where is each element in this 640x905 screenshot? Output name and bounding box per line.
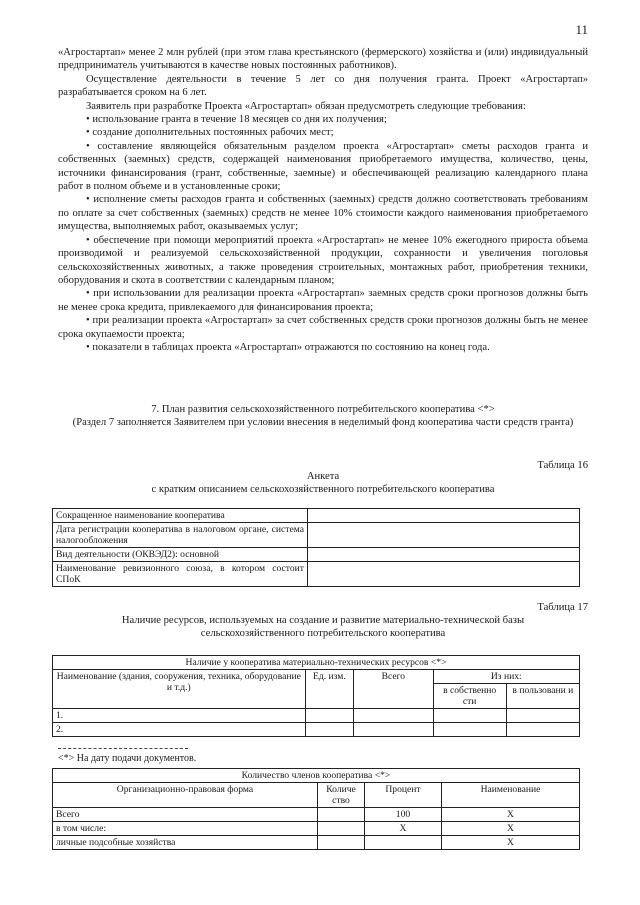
col-header-form: Организационно-правовая форма [53, 783, 318, 808]
col-header-total: Всего [354, 670, 433, 709]
table-cell: Дата регистрации кооператива в налоговом органе, система налогообложения [53, 523, 308, 548]
table17-title-line2: сельскохозяйственного потребительского кооператива [200, 628, 446, 640]
section-title: 7. План развития сельскохозяйственного потребительского кооператива <*> [151, 404, 495, 415]
table-cell [354, 709, 433, 723]
table-cell: Наименование ревизионного союза, в котором состоит СПоК [53, 562, 308, 587]
table-cell: Всего [53, 808, 318, 822]
bullet-item: • при использовании для реализации проекта «Агростартап» заемных средств сроки прогнозов должны быть не менее срока кредита, привлекаемого для финансирования проекта; [58, 287, 588, 314]
col-header-use: в пользовани и [506, 684, 579, 709]
bullet-item: • использование гранта в течение 18 месяцев со дня их получения; [58, 113, 588, 126]
table-cell [506, 723, 579, 737]
table-row [53, 523, 580, 548]
table-cell [308, 523, 580, 548]
table-row [53, 670, 580, 684]
col-header-count: Количе ство [318, 783, 365, 808]
table17-label: Таблица 17 [537, 602, 588, 613]
table-row [53, 509, 580, 523]
table-cell [318, 822, 365, 836]
bullet-item: • обеспечение при помощи мероприятий проекта «Агростартап» не менее 10% ежегодного прироста объема производимой и реализуемой сельскохозяйственной продукции, сохранности и увеличения поголовья сельскохозяйственных животных, а также проведения строительных, монтажных работ, приобретения техники, оборудования и скота в соответствии с календарным планом; [58, 234, 588, 288]
table-row [53, 783, 580, 808]
col-header-name: Наименование [442, 783, 580, 808]
table-row [53, 562, 580, 587]
members-table [52, 768, 580, 850]
table-row [53, 548, 580, 562]
table-cell [308, 509, 580, 523]
col-header-of-them: Из них: [433, 670, 579, 684]
paragraph: Заявитель при разработке Проекта «Агростартап» обязан предусмотреть следующие требования: [86, 100, 526, 112]
table17-caption [58, 614, 588, 641]
bullet-item: • исполнение сметы расходов гранта и собственных (заемных) средств должно соответствовать требованиям по оплате за счет собственных (заемных) средств не менее 10% стоимости каждого наименования приобретаемого имущества, выполняемых работ, оказываемых услуг; [58, 193, 588, 233]
resources-table [52, 655, 580, 737]
footnote: <*> На дату подачи документов. [58, 753, 197, 764]
table-cell [305, 723, 353, 737]
table16-title: Анкета [306, 471, 340, 482]
table-row [53, 836, 580, 850]
table-cell: Сокращенное наименование кооператива [53, 509, 308, 523]
table-cell: личные подсобные хозяйства [53, 836, 318, 850]
bullet-item: • создание дополнительных постоянных рабочих мест; [58, 126, 588, 139]
table17-title-line1: Наличие ресурсов, используемых на создание и развитие материально-технической базы [121, 615, 525, 626]
table-cell [308, 562, 580, 587]
table-row [53, 808, 580, 822]
table-cell [305, 709, 353, 723]
page-number: 11 [575, 22, 588, 37]
table-cell: X [442, 836, 580, 850]
table-cell: 2. [53, 723, 306, 737]
table-cell [318, 836, 365, 850]
table-cell: X [365, 822, 442, 836]
paragraph: «Агростартап» менее 2 млн рублей (при этом глава крестьянского (фермерского) хозяйства и (или) индивидуальный предприниматель учитываются в качестве новых постоянных работников). [58, 47, 588, 72]
body-text [58, 46, 588, 354]
table-row [53, 769, 580, 783]
table-cell [354, 723, 433, 737]
table-cell [433, 723, 506, 737]
table-cell: X [442, 808, 580, 822]
table16-subtitle: с кратким описанием сельскохозяйственного потребительского кооператива [151, 484, 495, 496]
section-heading [58, 403, 588, 430]
bullet-item: • составление являющейся обязательным разделом проекта «Агростартап» сметы расходов гранта и собственных (заемных) средств, содержащей наименования приобретаемого имущества, количество, цены, источники финансирования (грант, собственные, заемные) и обеспечивающей реализацию календарного плана работ в полном объеме и в установленные сроки; [58, 140, 588, 194]
table-row [53, 822, 580, 836]
table-header: Количество членов кооператива <*> [53, 769, 580, 783]
table-cell [433, 709, 506, 723]
table-row [53, 709, 580, 723]
paragraph: Осуществление деятельности в течение 5 лет со дня получения гранта. Проект «Агростартап» разрабатывается сроком на 6 лет. [58, 73, 588, 99]
section-subtitle: (Раздел 7 заполняется Заявителем при условии внесения в неделимый фонд кооператива части средств гранта) [72, 417, 574, 429]
table-cell [318, 808, 365, 822]
table-header: Наличие у кооператива материально-технических ресурсов <*> [53, 656, 580, 670]
col-header-percent: Процент [365, 783, 442, 808]
table-cell: 100 [365, 808, 442, 822]
col-header-name: Наименование (здания, сооружения, техника, оборудование и т.д.) [53, 670, 306, 709]
bullet-item: • показатели в таблицах проекта «Агростартап» отражаются по состоянию на конец года. [58, 341, 588, 354]
table-cell: в том числе: [53, 822, 318, 836]
table-cell: X [442, 822, 580, 836]
bullet-item: • при реализации проекта «Агростартап» за счет собственных средств сроки прогнозов должны быть не менее срока окупаемости проекта; [58, 314, 588, 341]
cooperative-questionnaire-table [52, 508, 580, 587]
table-cell: 1. [53, 709, 306, 723]
table-cell: Вид деятельности (ОКВЭД2): основной [53, 548, 308, 562]
footnote-divider [58, 748, 188, 749]
table16-caption [58, 470, 588, 497]
table-cell [308, 548, 580, 562]
table16-label: Таблица 16 [537, 460, 588, 471]
col-header-unit: Ед. изм. [305, 670, 353, 709]
table-row [53, 656, 580, 670]
table-cell [365, 836, 442, 850]
table-cell [506, 709, 579, 723]
col-header-own: в собственно сти [433, 684, 506, 709]
table-row [53, 723, 580, 737]
